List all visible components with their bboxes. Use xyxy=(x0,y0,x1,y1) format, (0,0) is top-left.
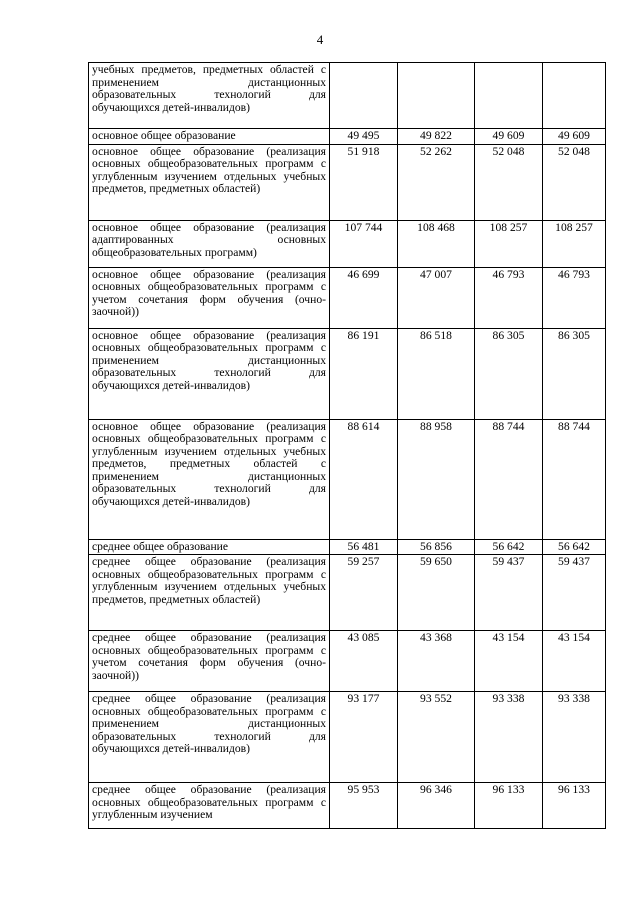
table-row xyxy=(89,692,606,783)
value-cell: 56 481 xyxy=(330,539,398,555)
table-row xyxy=(89,555,606,631)
row-label: среднее общее образование (реализация основных общеобразовательных программ с применением дистанционных образовательных технологий для обучающихся детей-инвалидов) xyxy=(89,692,330,783)
table-row xyxy=(89,328,606,419)
value-cell: 43 085 xyxy=(330,631,398,692)
value-cell: 108 257 xyxy=(475,220,543,267)
value-cell: 52 262 xyxy=(398,144,475,220)
value-cell: 88 744 xyxy=(543,419,606,539)
value-cell: 93 338 xyxy=(475,692,543,783)
value-cell xyxy=(398,63,475,129)
value-cell: 86 191 xyxy=(330,328,398,419)
table-row xyxy=(89,267,606,328)
row-label: среднее общее образование (реализация основных общеобразовательных программ с учетом сочетания форм обучения (очно-заочной)) xyxy=(89,631,330,692)
value-cell: 52 048 xyxy=(475,144,543,220)
value-cell: 43 368 xyxy=(398,631,475,692)
table-row xyxy=(89,539,606,555)
row-label: основное общее образование (реализация основных общеобразовательных программ с углубленным изучением отдельных учебных предметов, предметных областей с применением дистанционных образовательных технологий для обучающихся детей-инвалидов) xyxy=(89,419,330,539)
value-cell xyxy=(543,63,606,129)
value-cell: 107 744 xyxy=(330,220,398,267)
value-cell: 96 133 xyxy=(475,783,543,829)
value-cell: 108 257 xyxy=(543,220,606,267)
value-cell: 59 650 xyxy=(398,555,475,631)
value-cell: 59 437 xyxy=(475,555,543,631)
value-cell xyxy=(475,63,543,129)
row-label: основное общее образование (реализация основных общеобразовательных программ с учетом сочетания форм обучения (очно-заочной)) xyxy=(89,267,330,328)
value-cell: 95 953 xyxy=(330,783,398,829)
value-cell: 49 609 xyxy=(475,129,543,145)
value-cell: 49 822 xyxy=(398,129,475,145)
value-cell: 59 437 xyxy=(543,555,606,631)
value-cell: 86 518 xyxy=(398,328,475,419)
value-cell: 56 856 xyxy=(398,539,475,555)
value-cell: 52 048 xyxy=(543,144,606,220)
value-cell: 43 154 xyxy=(543,631,606,692)
value-cell: 93 552 xyxy=(398,692,475,783)
value-cell: 43 154 xyxy=(475,631,543,692)
row-label: учебных предметов, предметных областей с применением дистанционных образовательных технологий для обучающихся детей-инвалидов) xyxy=(89,63,330,129)
table-row xyxy=(89,631,606,692)
value-cell: 88 614 xyxy=(330,419,398,539)
value-cell: 93 338 xyxy=(543,692,606,783)
row-label: среднее общее образование (реализация основных общеобразовательных программ с углубленным изучением xyxy=(89,783,330,829)
value-cell: 51 918 xyxy=(330,144,398,220)
value-cell: 108 468 xyxy=(398,220,475,267)
value-cell: 88 744 xyxy=(475,419,543,539)
value-cell: 88 958 xyxy=(398,419,475,539)
table-row xyxy=(89,144,606,220)
value-cell: 86 305 xyxy=(475,328,543,419)
value-cell: 49 495 xyxy=(330,129,398,145)
value-cell xyxy=(330,63,398,129)
row-label: среднее общее образование xyxy=(89,539,330,555)
table-row xyxy=(89,220,606,267)
page-number: 4 xyxy=(316,32,324,47)
value-cell: 56 642 xyxy=(475,539,543,555)
value-cell: 49 609 xyxy=(543,129,606,145)
row-label: основное общее образование (реализация основных общеобразовательных программ с углубленным изучением отдельных учебных предметов, предметных областей) xyxy=(89,144,330,220)
value-cell: 59 257 xyxy=(330,555,398,631)
row-label: среднее общее образование (реализация основных общеобразовательных программ с углубленным изучением отдельных учебных предметов, предметных областей) xyxy=(89,555,330,631)
value-cell: 46 699 xyxy=(330,267,398,328)
table-row xyxy=(89,63,606,129)
value-cell: 46 793 xyxy=(475,267,543,328)
row-label: основное общее образование xyxy=(89,129,330,145)
row-label: основное общее образование (реализация основных общеобразовательных программ с применением дистанционных образовательных технологий для обучающихся детей-инвалидов) xyxy=(89,328,330,419)
value-cell: 47 007 xyxy=(398,267,475,328)
value-cell: 56 642 xyxy=(543,539,606,555)
row-label: основное общее образование (реализация адаптированных основных общеобразовательных программ) xyxy=(89,220,330,267)
value-cell: 96 346 xyxy=(398,783,475,829)
table-row xyxy=(89,129,606,145)
table-row xyxy=(89,783,606,829)
cost-table xyxy=(88,62,606,829)
value-cell: 46 793 xyxy=(543,267,606,328)
value-cell: 86 305 xyxy=(543,328,606,419)
value-cell: 96 133 xyxy=(543,783,606,829)
table-row xyxy=(89,419,606,539)
value-cell: 93 177 xyxy=(330,692,398,783)
